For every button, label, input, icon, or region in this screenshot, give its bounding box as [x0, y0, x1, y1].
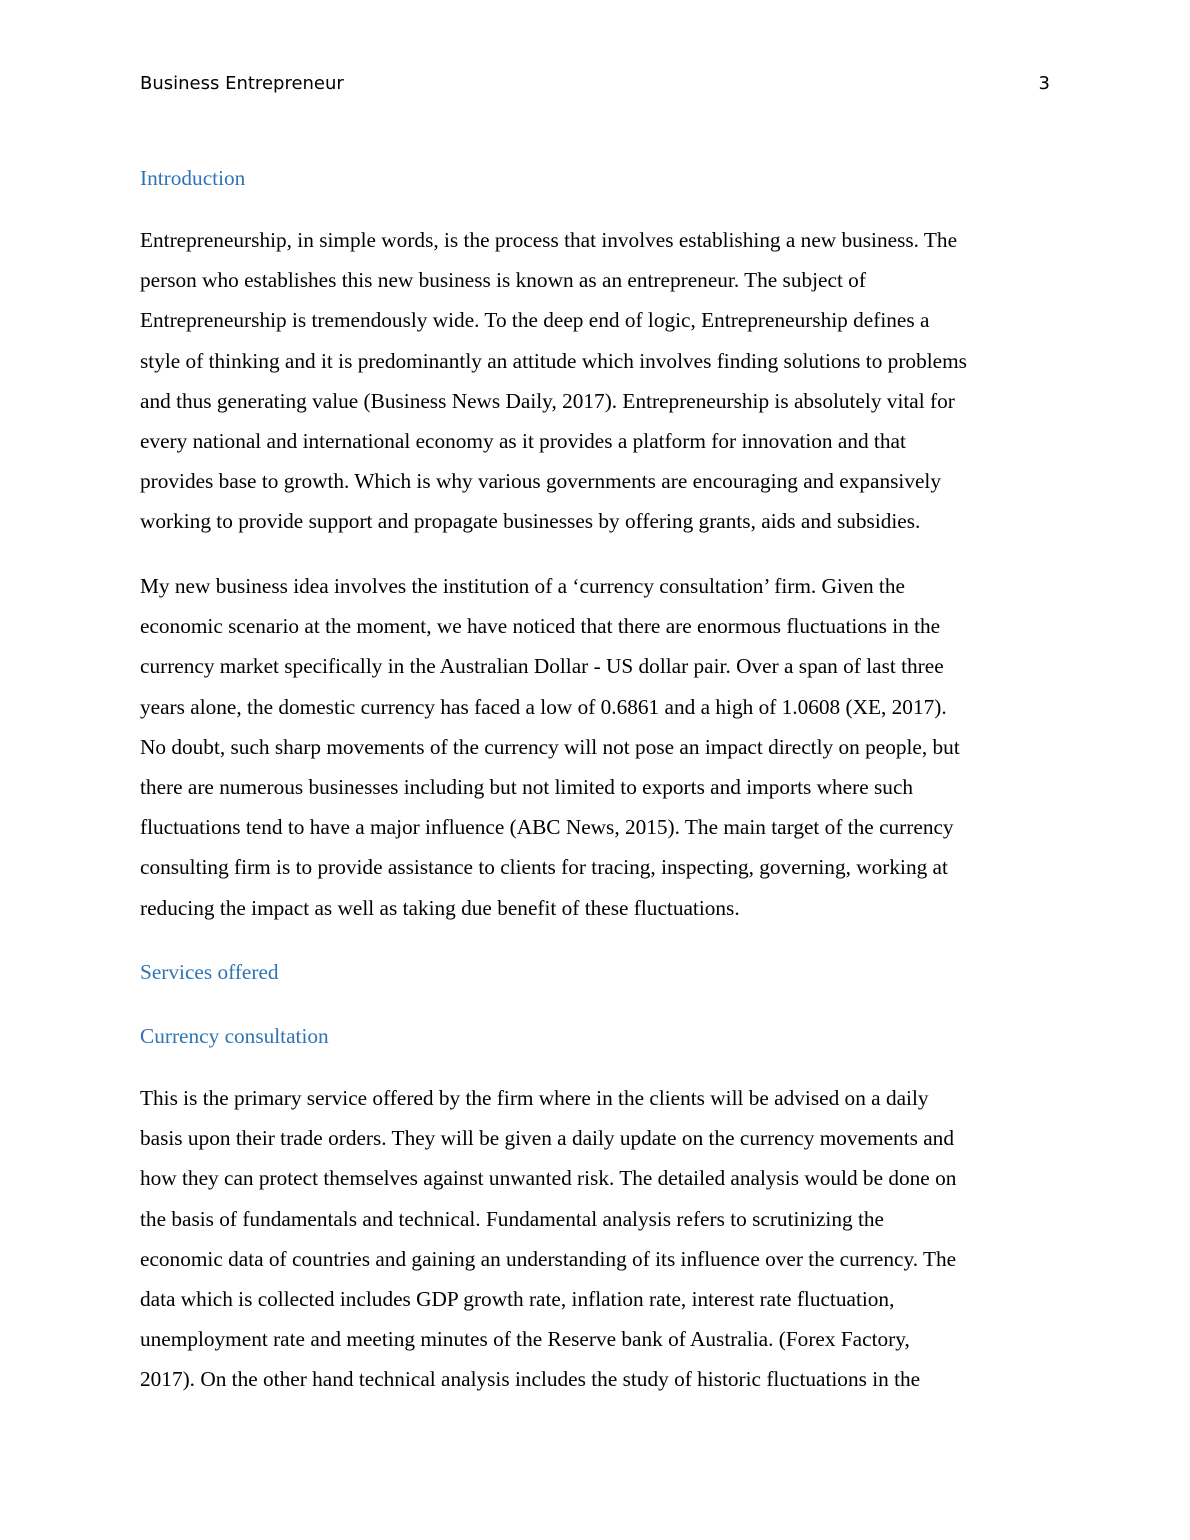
paragraph-line: years alone, the domestic currency has faced a low of 0.6861 and a high of 1.0608 (XE, 2017).	[140, 694, 947, 719]
paragraph-line: how they can protect themselves against unwanted risk. The detailed analysis would be done on	[140, 1166, 957, 1191]
paragraph-line: there are numerous businesses including but not limited to exports and imports where such	[140, 775, 914, 800]
paragraph-line: and thus generating value (Business News Daily, 2017). Entrepreneurship is absolutely vital for	[140, 388, 955, 413]
paragraph-line: the basis of fundamentals and technical. Fundamental analysis refers to scrutinizing the	[140, 1206, 884, 1231]
paragraph-line: This is the primary service offered by the firm where in the clients will be advised on a daily	[140, 1086, 929, 1110]
paragraph-line: Entrepreneurship is tremendously wide. To the deep end of logic, Entrepreneurship defines a	[140, 308, 930, 333]
heading-currency-consultation: Currency consultation	[140, 1024, 329, 1048]
paragraph-line: person who establishes this new business is known as an entrepreneur. The subject of	[140, 268, 866, 293]
paragraph-line: reducing the impact as well as taking due benefit of these fluctuations.	[140, 895, 740, 920]
paragraph-line: currency market specifically in the Australian Dollar - US dollar pair. Over a span of last three	[140, 654, 944, 679]
paragraph-line: every national and international economy as it provides a platform for innovation and that	[140, 429, 906, 454]
paragraph-line: basis upon their trade orders. They will be given a daily update on the currency movements and	[140, 1126, 954, 1151]
paragraph-consultation-1	[140, 1078, 1052, 1400]
paragraph-intro-1	[140, 220, 1052, 542]
paragraph-intro-2	[140, 566, 1052, 928]
heading-services-offered: Services offered	[140, 960, 279, 984]
running-header-title: Business Entrepreneur	[140, 73, 344, 94]
paragraph-line: fluctuations tend to have a major influence (ABC News, 2015). The main target of the currency	[140, 815, 954, 840]
paragraph-line: No doubt, such sharp movements of the currency will not pose an impact directly on people, but	[140, 734, 960, 759]
paragraph-line: unemployment rate and meeting minutes of the Reserve bank of Australia. (Forex Factory,	[140, 1327, 910, 1352]
paragraph-line: data which is collected includes GDP growth rate, inflation rate, interest rate fluctuation,	[140, 1287, 895, 1312]
paragraph-line: style of thinking and it is predominantly an attitude which involves finding solutions to problems	[140, 348, 967, 373]
page-number: 3	[1038, 73, 1050, 94]
paragraph-line: My new business idea involves the institution of a ‘currency consultation’ firm. Given the	[140, 574, 905, 598]
paragraph-line: provides base to growth. Which is why various governments are encouraging and expansively	[140, 469, 941, 494]
heading-introduction: Introduction	[140, 166, 246, 190]
paragraph-line: economic scenario at the moment, we have noticed that there are enormous fluctuations in the	[140, 614, 941, 639]
paragraph-line: working to provide support and propagate businesses by offering grants, aids and subsidies.	[140, 509, 921, 534]
paragraph-line: consulting firm is to provide assistance to clients for tracing, inspecting, governing, working at	[140, 855, 948, 880]
paragraph-line: economic data of countries and gaining an understanding of its influence over the currency. The	[140, 1246, 957, 1271]
paragraph-line: Entrepreneurship, in simple words, is the process that involves establishing a new business. The	[140, 228, 958, 252]
paragraph-line: 2017). On the other hand technical analysis includes the study of historic fluctuations in the	[140, 1367, 921, 1392]
